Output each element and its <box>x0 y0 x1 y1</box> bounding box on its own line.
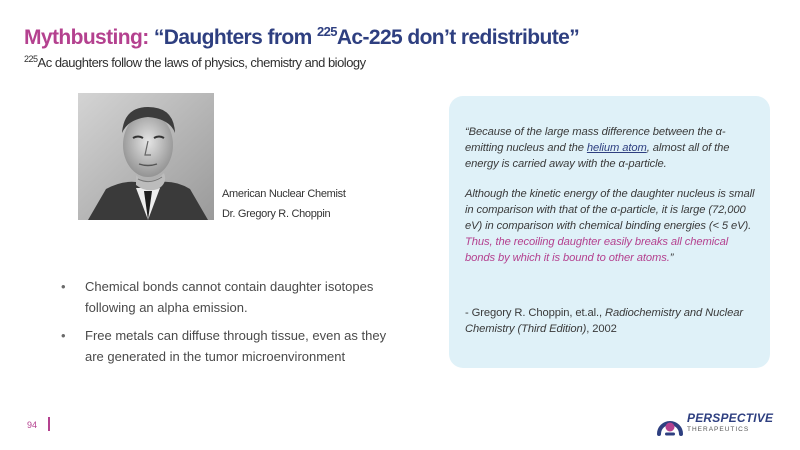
quote-p1-end: , almost all of the energy is carried away with the α-particle. <box>465 142 730 170</box>
portrait-photo-icon <box>78 93 214 220</box>
company-logo <box>656 410 786 438</box>
quote-paragraph-2 <box>465 186 757 266</box>
logo-name: PERSPECTIVE <box>687 411 774 425</box>
perspective-logo-icon <box>656 410 684 438</box>
title-quote <box>154 26 579 49</box>
citation-title: Radiochemistry and Nuclear Chemistry (Third Edition) <box>465 307 743 335</box>
citation-end: , 2002 <box>586 323 617 335</box>
title-isotope-mass: 225 <box>316 24 337 39</box>
caption-name: Dr. Gregory R. Choppin <box>222 208 331 220</box>
bullet-item: • Chemical bonds cannot contain daughter isotopes following an alpha emission. <box>58 276 388 318</box>
title-quote-open: “Daughters from <box>153 26 317 49</box>
bullet-list <box>58 276 388 374</box>
logo-subtitle: THERAPEUTICS <box>687 426 750 433</box>
bullet-item: • Free metals can diffuse through tissue, even as they are generated in the tumor microenvironment <box>58 325 388 367</box>
page-number: 94 <box>27 420 38 430</box>
title-quote-rest: Ac-225 don’t redistribute” <box>336 26 580 49</box>
slide-title <box>24 26 784 50</box>
slide-subtitle <box>24 55 784 70</box>
subtitle-isotope-mass: 225 <box>24 54 38 64</box>
quote-p2-end: ” <box>669 252 674 264</box>
subtitle-text: Ac daughters follow the laws of physics, chemistry and biology <box>37 55 366 70</box>
quote-box <box>449 96 770 368</box>
caption-title: American Nuclear Chemist <box>222 188 346 200</box>
page-number-divider <box>48 417 50 431</box>
quote-p2-accent: Thus, the recoiling daughter easily breaks all chemical bonds by which it is bound to other atoms. <box>465 236 729 264</box>
portrait-photo <box>78 93 214 220</box>
title-prefix: Mythbusting: <box>24 26 149 49</box>
quote-citation <box>465 305 757 337</box>
quote-paragraph-1 <box>465 124 757 172</box>
citation-start: - Gregory R. Choppin, et.al., <box>465 307 606 319</box>
helium-atom-link[interactable]: helium atom <box>586 142 647 154</box>
quote-p1-start: “Because of the large mass difference between the α-emitting nucleus and the <box>465 126 726 154</box>
quote-p2-start: Although the kinetic energy of the daughter nucleus is small in comparison with that of the α-particle, it is large (72,000 eV) in comparison with chemical binding energies (< 5 eV). <box>465 188 755 232</box>
